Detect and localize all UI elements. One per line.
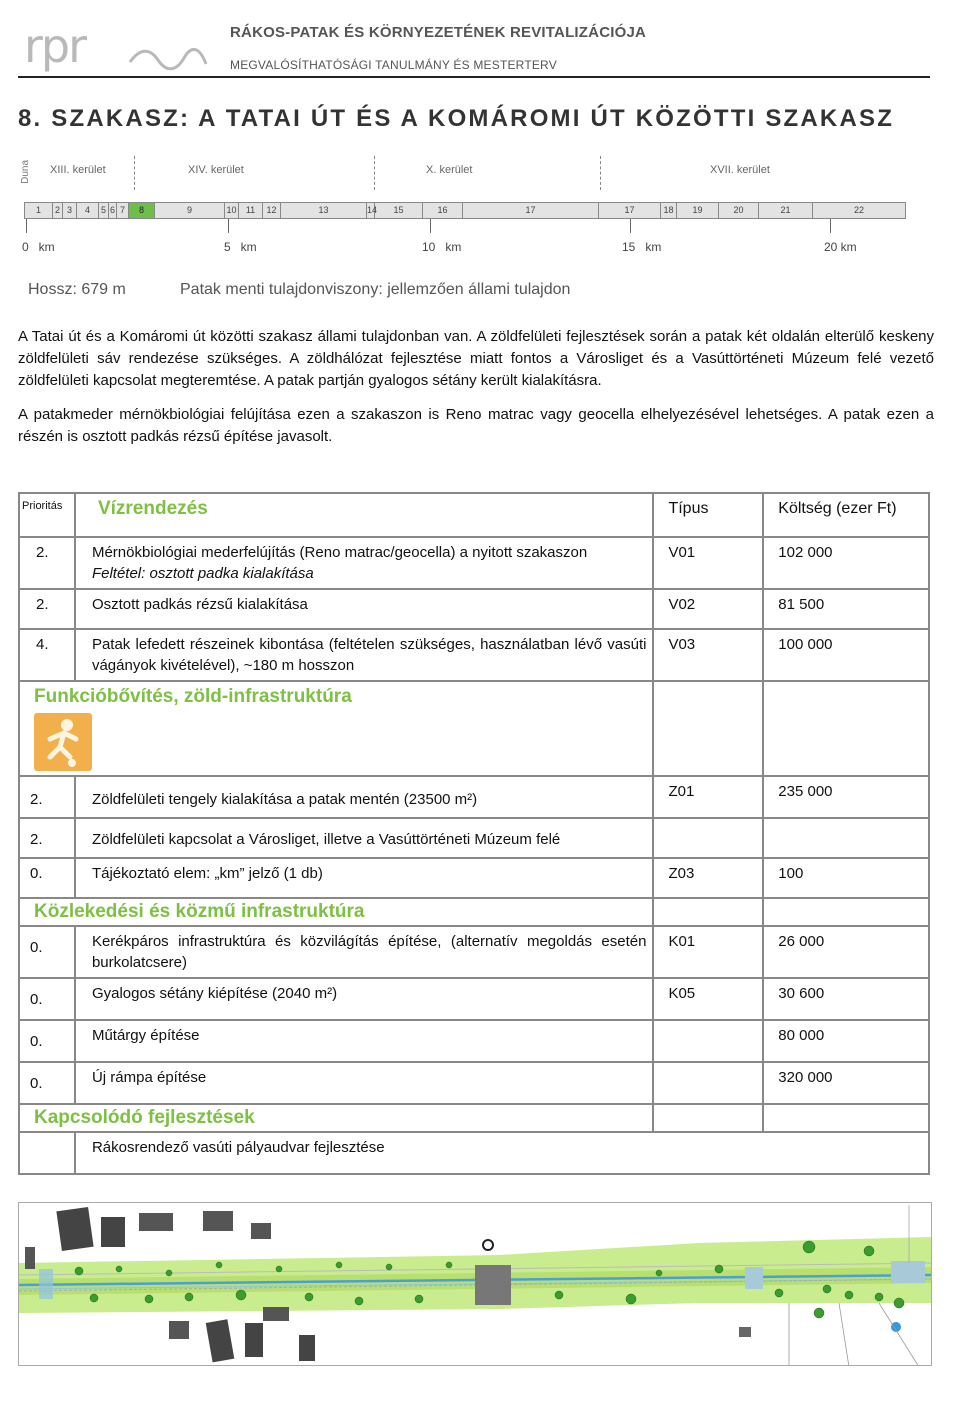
- km-tick: [228, 219, 229, 233]
- type-cell: V01: [653, 537, 763, 589]
- document-header: [18, 14, 930, 78]
- km-tick: [830, 219, 831, 233]
- empty-cell: [763, 898, 929, 926]
- header-subtitle: MEGVALÓSÍTHATÓSÁGI TANULMÁNY ÉS MESTERTERV: [230, 58, 557, 72]
- table-row: [19, 589, 929, 629]
- description-cell: Patak lefedett részeinek kibontása (feltételen szükséges, használatban lévő vasúti vágányok kivételével), ~180 m hosszon: [75, 629, 654, 681]
- description-cell: Rákosrendező vasúti pályaudvar fejlesztése: [75, 1132, 929, 1174]
- district-scale: [18, 152, 918, 262]
- category-row: [19, 1104, 929, 1132]
- category-heading: Közlekedési és közmű infrastruktúra: [34, 901, 365, 922]
- category-heading: Funkcióbővítés, zöld-infrastruktúra: [34, 686, 352, 707]
- segment-bar: [24, 202, 906, 219]
- description-cell: Tájékoztató elem: „km” jelző (1 db): [75, 858, 654, 898]
- segment-active: 8: [129, 203, 155, 218]
- section-title: 8. SZAKASZ: A TATAI ÚT ÉS A KOMÁROMI ÚT KÖZÖTTI SZAKASZ: [18, 105, 895, 132]
- segment: 17: [599, 203, 661, 218]
- site-plan-map: [18, 1202, 932, 1366]
- table-row: [19, 1132, 929, 1174]
- priority-cell: 2.: [19, 818, 75, 858]
- segment: 6: [109, 203, 117, 218]
- description-paragraph: A Tatai út és a Komáromi út közötti szakasz állami tulajdonban van. A zöldfelületi fejlesztések során a patak két oldalán elterülő keskeny zöldfelületi sáv rendezése szükséges. A zöldhálózat fejlesztése miatt fontos a Városliget és a Vasúttörténeti Múzeum felé vezető zöldfelületi kapcsolat megteremtése. A patak partján gyalogos sétány került kialakításra.: [18, 328, 934, 389]
- segment: 13: [281, 203, 367, 218]
- segment: 4: [77, 203, 99, 218]
- category-heading: Vízrendezés: [97, 498, 208, 519]
- wave-icon: [128, 44, 208, 74]
- km-label: 15 km: [622, 240, 662, 254]
- priority-cell: 0.: [19, 978, 75, 1020]
- rpr-logo: [24, 20, 204, 72]
- priority-cell: 0.: [19, 1062, 75, 1104]
- type-cell: [653, 1062, 763, 1104]
- cost-cell: 235 000: [763, 776, 929, 818]
- district-label: XVII. kerület: [710, 164, 770, 176]
- priority-cell: 2.: [19, 537, 75, 589]
- district-separator: [134, 156, 135, 190]
- table-row: [19, 858, 929, 898]
- category-heading: Kapcsolódó fejlesztések: [34, 1107, 255, 1128]
- km-tick: [26, 219, 27, 233]
- segment: 15: [375, 203, 423, 218]
- duna-label: Duna: [20, 160, 31, 184]
- empty-cell: [763, 681, 929, 776]
- km-label: 20 km: [824, 240, 857, 254]
- segment: 16: [423, 203, 463, 218]
- category-row: [19, 898, 929, 926]
- district-label: XIV. kerület: [188, 164, 244, 176]
- table-row: [19, 978, 929, 1020]
- cost-cell: 26 000: [763, 926, 929, 978]
- type-cell: [653, 818, 763, 858]
- priority-cell: 4.: [19, 629, 75, 681]
- table-row: [19, 537, 929, 589]
- cost-header: Költség (ezer Ft): [763, 493, 929, 537]
- priority-cell: [19, 1132, 75, 1174]
- description-paragraph: A patakmeder mérnökbiológiai felújítása ezen a szakaszon is Reno matrac vagy geocella elhelyezésével lehetséges. A patak ezen a részén is osztott padkás rézsű építése javasolt.: [18, 406, 934, 445]
- empty-cell: [653, 1104, 763, 1132]
- type-cell: Z03: [653, 858, 763, 898]
- cost-cell: 320 000: [763, 1062, 929, 1104]
- header-title: RÁKOS-PATAK ÉS KÖRNYEZETÉNEK REVITALIZÁCIÓJA: [230, 24, 647, 41]
- segment: 9: [155, 203, 225, 218]
- table-row: [19, 1020, 929, 1062]
- description-cell: Kerékpáros infrastruktúra és közvilágítás építése, (alternatív megoldás esetén burkolatcsere): [75, 926, 654, 978]
- type-header: Típus: [653, 493, 763, 537]
- type-cell: K01: [653, 926, 763, 978]
- table-header-row: [19, 493, 929, 537]
- description-cell: Zöldfelületi kapcsolat a Városliget, illetve a Vasúttörténeti Múzeum felé: [75, 818, 654, 858]
- priority-cell: 0.: [19, 926, 75, 978]
- category-row: [19, 681, 929, 776]
- cost-cell: [763, 818, 929, 858]
- empty-cell: [653, 898, 763, 926]
- cost-cell: 100: [763, 858, 929, 898]
- table-row: [19, 1062, 929, 1104]
- district-separator: [600, 156, 601, 190]
- type-cell: V02: [653, 589, 763, 629]
- description-cell: Gyalogos sétány kiépítése (2040 m²): [75, 978, 654, 1020]
- segment: 17: [463, 203, 599, 218]
- segment: 18: [661, 203, 677, 218]
- km-tick: [430, 219, 431, 233]
- type-cell: [653, 1020, 763, 1062]
- site-plan-drawing: [19, 1203, 932, 1366]
- km-tick: [630, 219, 631, 233]
- description-text: Mérnökbiológiai mederfelújítás (Reno matrac/geocella) a nyitott szakaszon: [91, 544, 588, 561]
- type-cell: Z01: [653, 776, 763, 818]
- priority-cell: 2.: [19, 776, 75, 818]
- cost-cell: 30 600: [763, 978, 929, 1020]
- table-row: [19, 629, 929, 681]
- segment: 14: [367, 203, 375, 218]
- logo-text: rpr: [24, 19, 86, 73]
- cost-cell: 80 000: [763, 1020, 929, 1062]
- description-cell: Új rámpa építése: [75, 1062, 654, 1104]
- description-cell: Zöldfelületi tengely kialakítása a patak mentén (23500 m²): [75, 776, 654, 818]
- segment: 20: [719, 203, 759, 218]
- segment: 21: [759, 203, 813, 218]
- type-cell: V03: [653, 629, 763, 681]
- priority-header: Prioritás: [19, 493, 75, 537]
- district-separator: [374, 156, 375, 190]
- segment: 1: [25, 203, 53, 218]
- empty-cell: [763, 1104, 929, 1132]
- category-cell: [19, 1104, 653, 1132]
- segment: 12: [263, 203, 281, 218]
- table-row: [19, 776, 929, 818]
- district-label: XIII. kerület: [50, 164, 106, 176]
- description-cell: Műtárgy építése: [75, 1020, 654, 1062]
- segment: 19: [677, 203, 719, 218]
- district-label: X. kerület: [426, 164, 473, 176]
- segment: 5: [99, 203, 109, 218]
- segment: 11: [239, 203, 263, 218]
- empty-cell: [653, 681, 763, 776]
- priority-cell: 2.: [19, 589, 75, 629]
- table-row: [19, 926, 929, 978]
- type-cell: K05: [653, 978, 763, 1020]
- condition-note: Feltétel: osztott padka kialakítása: [91, 565, 314, 582]
- description-cell: Osztott padkás rézsű kialakítása: [75, 589, 654, 629]
- section-length: Hossz: 679 m: [28, 281, 126, 298]
- segment: 7: [117, 203, 129, 218]
- cost-cell: 81 500: [763, 589, 929, 629]
- description-cell: [75, 537, 654, 589]
- segment: 2: [53, 203, 63, 218]
- measures-table: [18, 492, 930, 1175]
- segment: 22: [853, 205, 864, 215]
- priority-cell: 0.: [19, 858, 75, 898]
- table-row: [19, 818, 929, 858]
- cost-cell: 102 000: [763, 537, 929, 589]
- ownership-info: Patak menti tulajdonviszony: jellemzően állami tulajdon: [180, 281, 571, 298]
- category-cell: [19, 898, 653, 926]
- km-label: 5 km: [224, 240, 257, 254]
- segment: 10: [225, 203, 239, 218]
- category-cell: [19, 681, 653, 776]
- segment: 3: [63, 203, 77, 218]
- km-label: 0 km: [22, 240, 55, 254]
- km-label: 10 km: [422, 240, 462, 254]
- cost-cell: 100 000: [763, 629, 929, 681]
- priority-cell: 0.: [19, 1020, 75, 1062]
- sport-icon: [34, 713, 92, 771]
